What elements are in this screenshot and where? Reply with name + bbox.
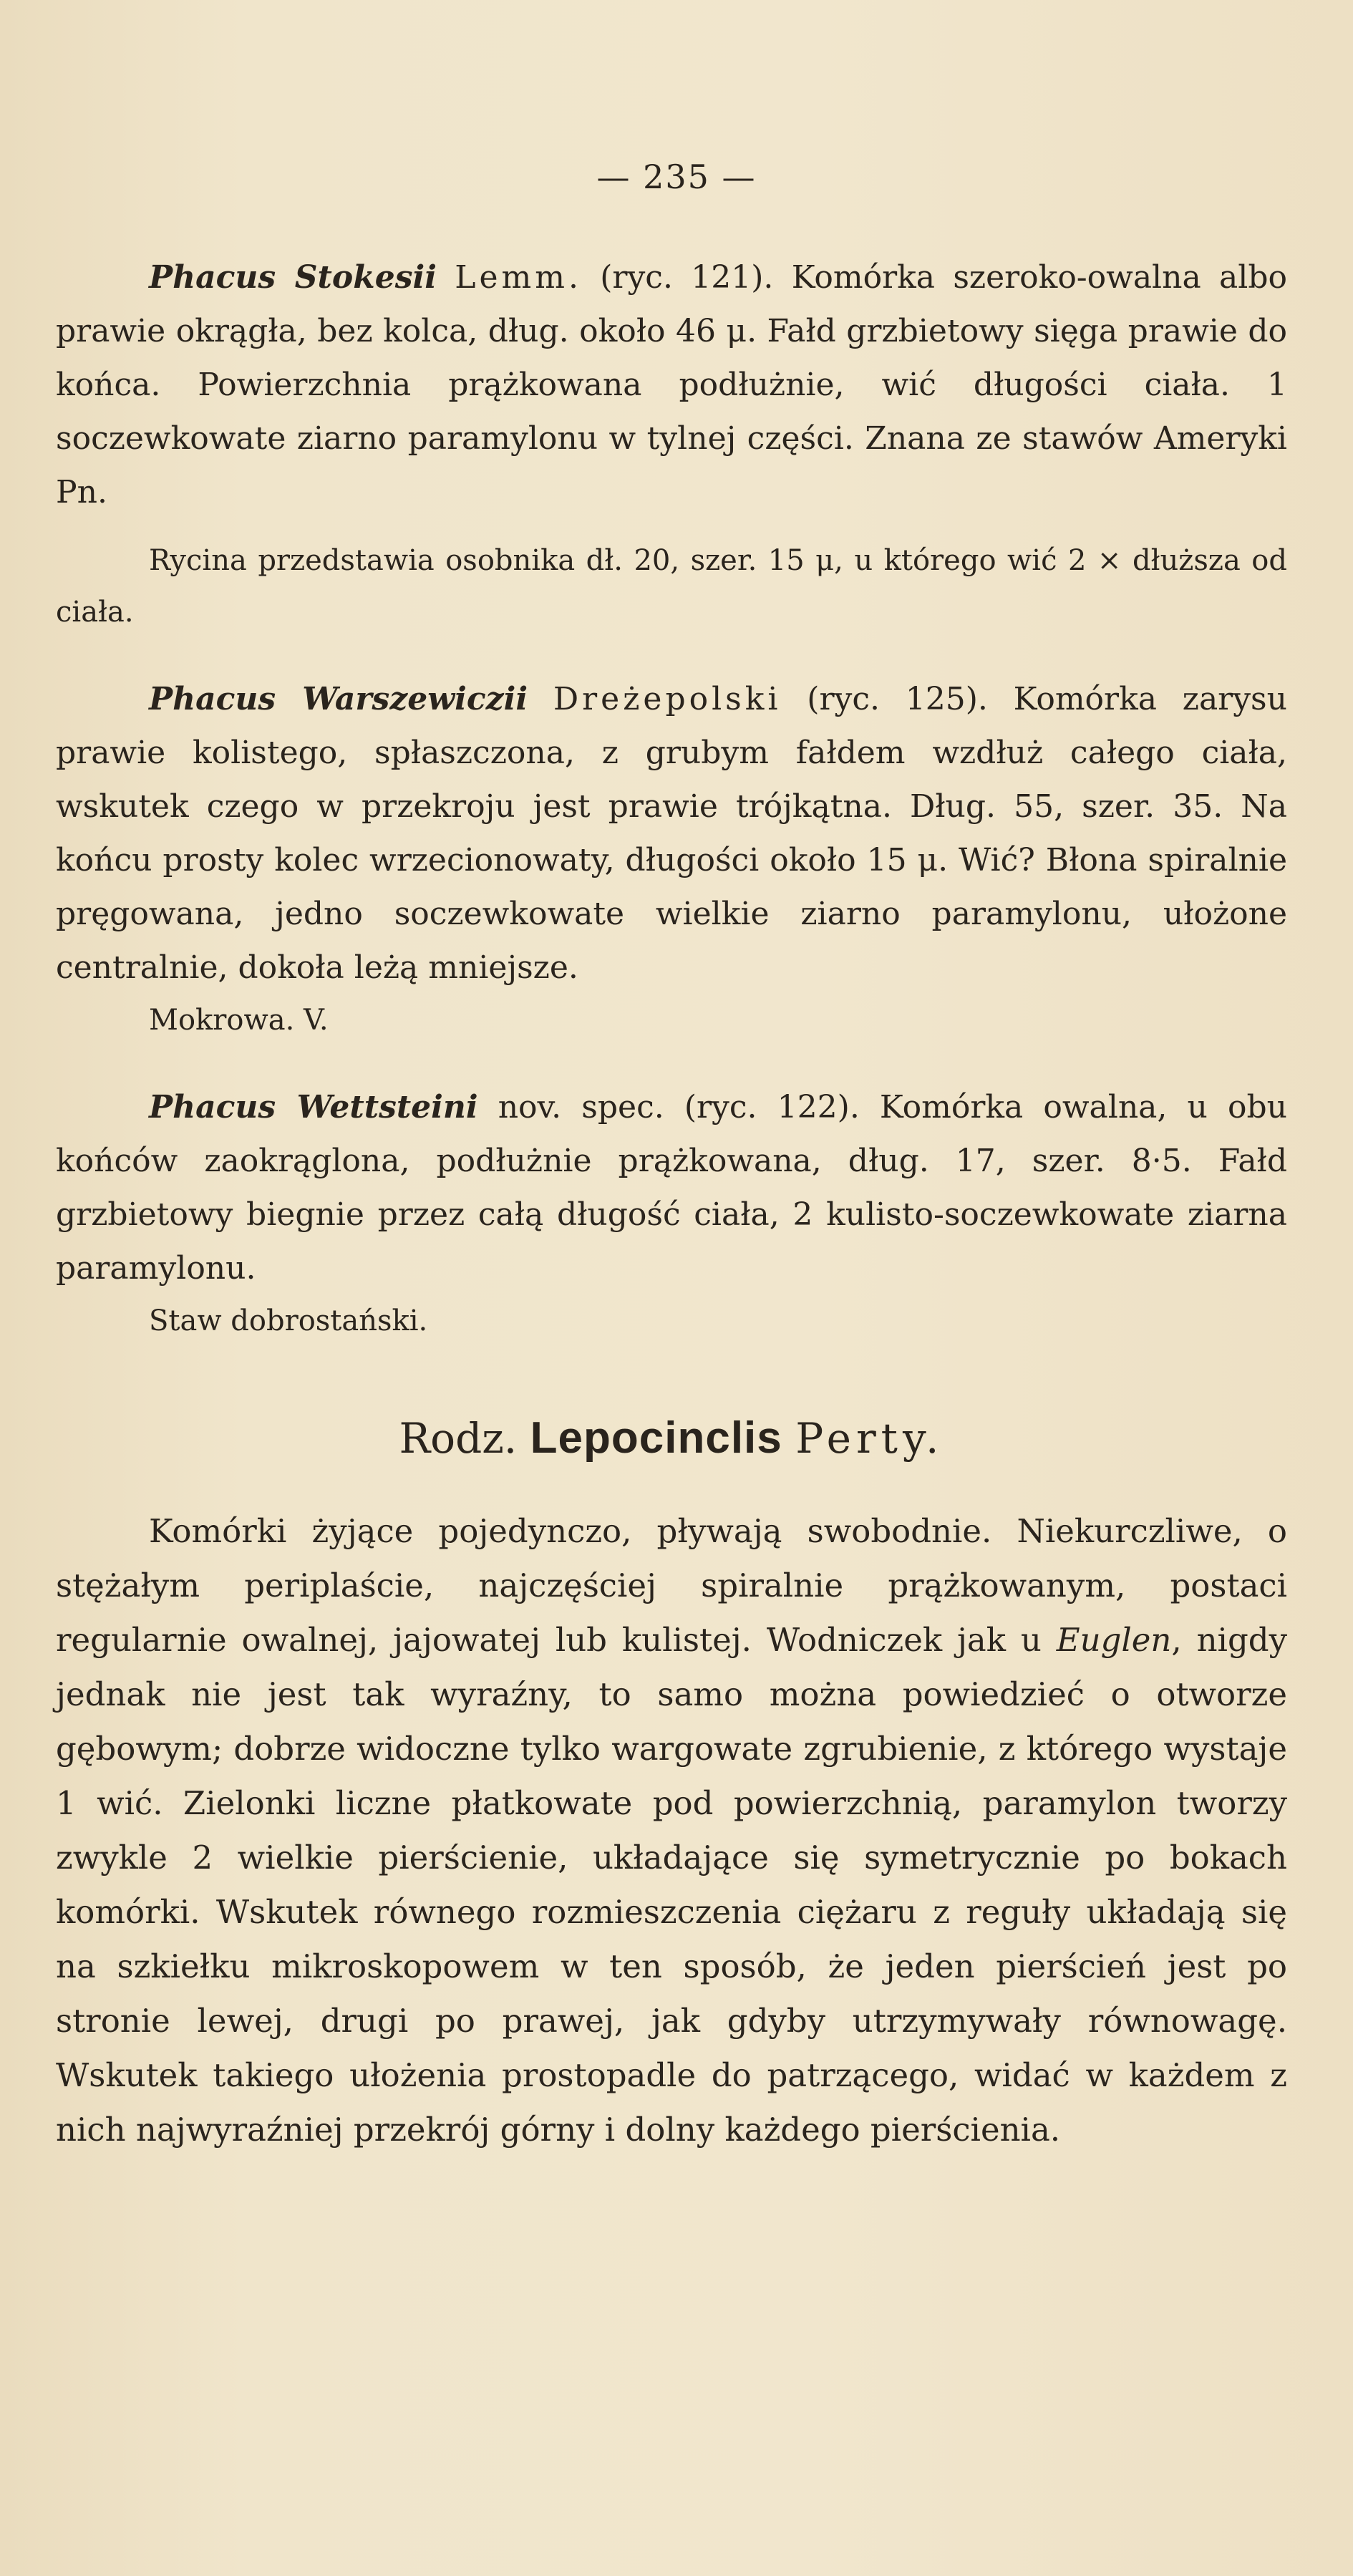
figure-note: Rycina przedstawia osobnika dł. 20, szer. 15 μ, u którego wić 2 × dłuższa od ciała. <box>56 544 1287 629</box>
genus-description <box>56 1504 1287 2157</box>
genus-name: Lepocinclis <box>530 1413 782 1463</box>
genus-prefix: Rodz. <box>399 1414 518 1463</box>
taxon-author: Dreżepolski <box>553 681 782 717</box>
description-part: Komórki żyjące pojedynczo, pływają swobodnie. Niekurczliwe, o stężałym periplaście, najczęściej spiralnie prążkowanym, postaci regularnie owalnej, jajowatej lub kulistej. Wodniczek jak u <box>56 1512 1287 1659</box>
entry-text: (ryc. 125). Komórka zarysu prawie kolistego, spłaszczona, z grubym fałdem wzdłuż całego ciała, wskutek czego w przekroju jest prawie trójkątna. Dług. 55, szer. 35. Na końcu prosty kolec wrzecionowaty, długości około 15 μ. Wić? Błona spiralnie pręgowana, jedno soczewkowate wielkie ziarno paramylonu, ułożone centralnie, dokoła leżą mniejsze. <box>56 681 1287 986</box>
taxon-name: Phacus Stokesii <box>149 259 437 296</box>
taxon-author: Lemm. <box>455 259 582 296</box>
page-body <box>56 251 1287 2157</box>
entry-text: (ryc. 122). Komórka owalna, u obu końców zaokrąglona, podłużnie prążkowana, dług. 17, szer. 8·5. Fałd grzbietowy biegnie przez całą długość ciała, 2 kulisto-soczewkowate ziarna paramylonu. <box>56 1089 1287 1287</box>
locality: Staw dobrostański. <box>149 1304 428 1337</box>
taxon-name: Phacus Warszewiczii <box>149 681 528 717</box>
page-number: — 235 — <box>596 158 757 196</box>
entry-phacus-stokesii <box>56 251 1287 519</box>
description-taxon: Euglen <box>1056 1621 1172 1659</box>
genus-heading <box>56 1410 1287 1467</box>
entry-text: (ryc. 121). Komórka szeroko-owalna albo prawie okrągła, bez kolca, dług. około 46 μ. Fałd grzbietowy sięga prawie do końca. Powierzchnia prążkowana podłużnie, wić długości ciała. 1 soczewkowate ziarno paramylonu w tylnej części. Znana ze stawów Ameryki Pn. <box>56 259 1287 510</box>
locality: Mokrowa. V. <box>149 1004 329 1037</box>
taxon-name: Phacus Wettsteini <box>149 1089 478 1125</box>
taxon-author: nov. spec. <box>498 1089 664 1125</box>
description-part: , nigdy jednak nie jest tak wyraźny, to samo można powiedzieć o otworze gębowym; dobrze widoczne tylko wargowate zgrubienie, z którego wystaje 1 wić. Zielonki liczne płatkowate pod powierzchnią, paramylon tworzy zwykle 2 wielkie pierścienie, układające się symetrycznie po bokach komórki. Wskutek równego rozmieszczenia ciężaru z reguły układają się na szkiełku mikroskopowem w ten sposób, że jeden pierścień jest po stronie lewej, drugi po prawej, jak gdyby utrzymywały równowagę. Wskutek takiego ułożenia prostopadle do patrzącego, widać w każdem z nich najwyraźniej przekrój górny i dolny każdego pierścienia. <box>56 1621 1287 2149</box>
genus-author: Perty. <box>795 1414 944 1463</box>
entry-phacus-warszewiczii <box>56 672 1287 994</box>
entry-phacus-wettsteini <box>56 1080 1287 1295</box>
